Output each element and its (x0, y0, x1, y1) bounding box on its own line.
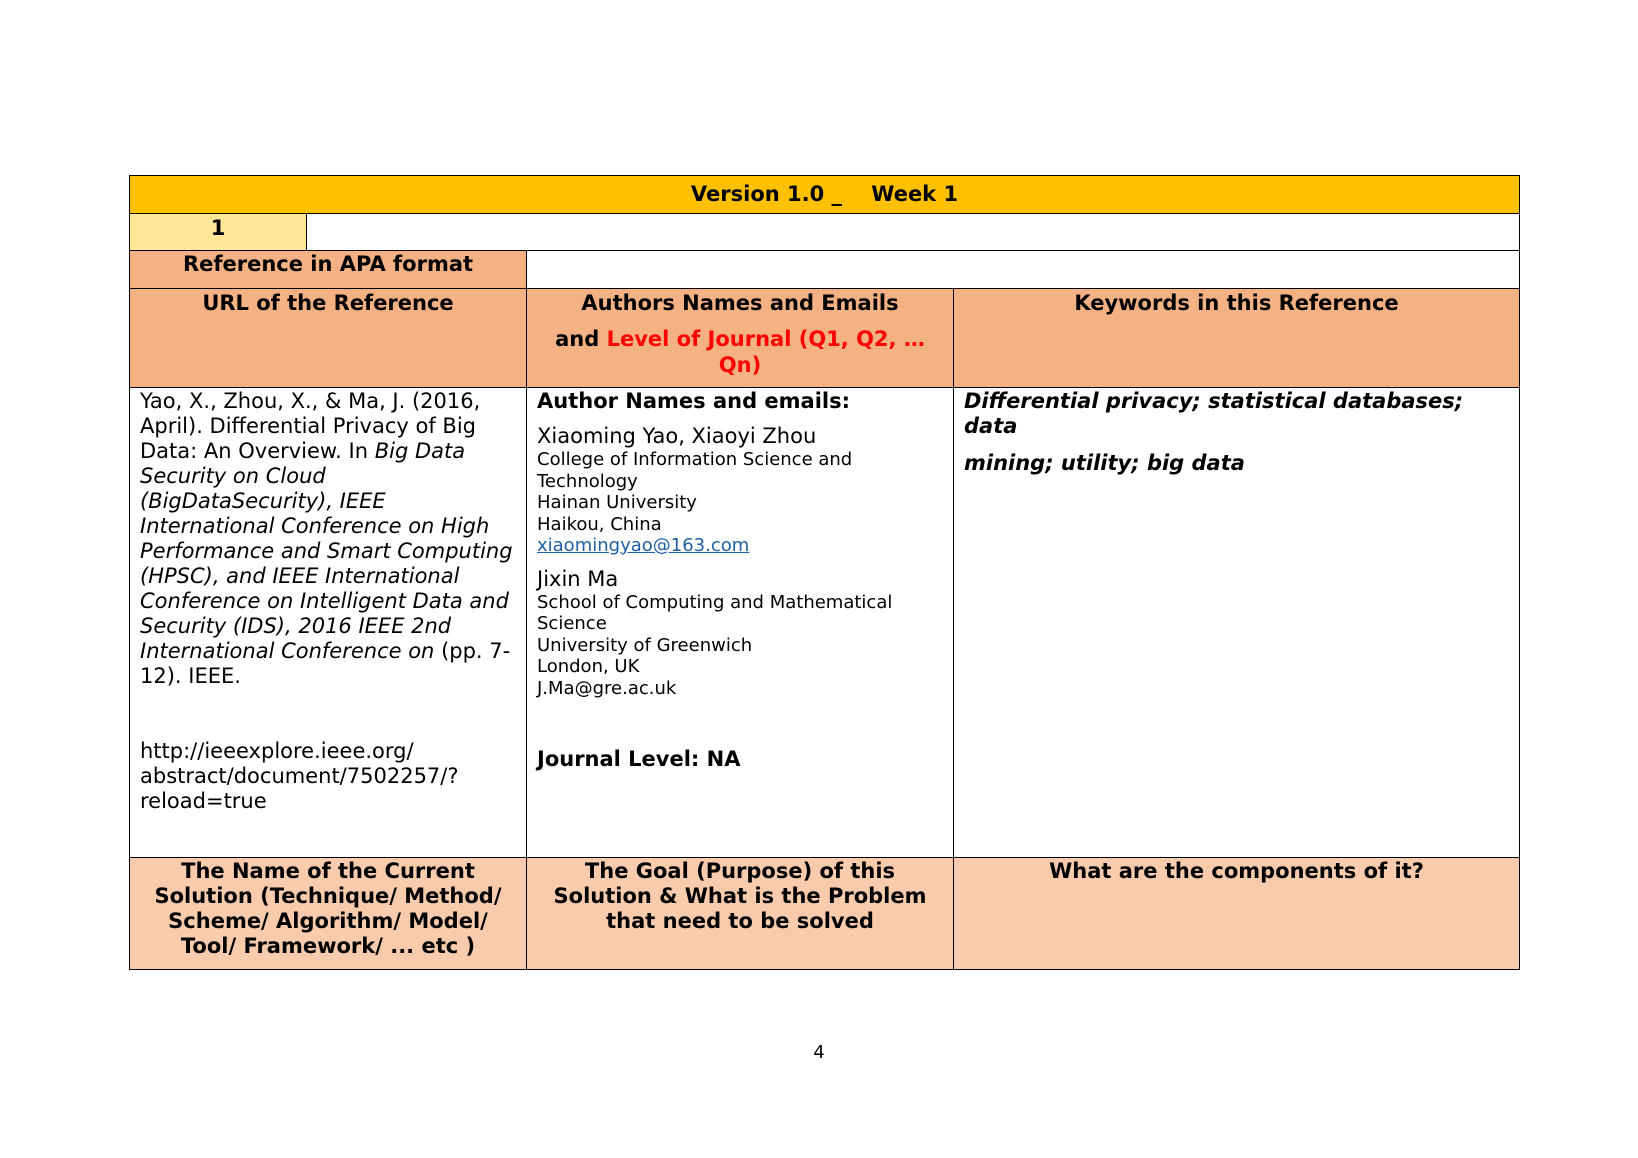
reference-apa-text: Reference in APA format (182, 252, 474, 276)
solution-goal-header (526, 857, 954, 970)
solution-goal-text: The Goal (Purpose) of this Solution & What is the Problem that need to be solved (553, 859, 927, 933)
citation-venue: Big Data Security on Cloud (BigDataSecurity), IEEE International Conference on High Performance and Smart Computing (HPSC), and IEEE International Conference on Intelligent Data and Security (IDS), 2016 IEEE 2nd International Conference on (140, 439, 513, 663)
author-email-2: J.Ma@gre.ac.uk (537, 677, 677, 699)
page-number: 4 (813, 1042, 825, 1063)
reference-url[interactable]: http://ieeexplore.ieee.org/ abstract/document/7502257/? reload=true (140, 739, 459, 813)
entry-number-value: 1 (210, 216, 226, 240)
components-text: What are the components of it? (1049, 859, 1424, 883)
url-header (129, 288, 527, 388)
author-email-link-1[interactable]: xiaomingyao@163.com (537, 535, 750, 556)
reference-apa-value-cell (526, 250, 1520, 289)
author-name-2: Jixin Ma (537, 566, 619, 591)
reference-apa-label (129, 250, 527, 289)
authors-content-cell (526, 387, 954, 858)
week-label: Week 1 (871, 182, 959, 206)
author-university-1: Hainan University (537, 492, 697, 513)
reference-citation (140, 389, 516, 689)
author-location-1: Haikou, China (537, 513, 662, 535)
version-label: Version 1.0 _ (690, 182, 843, 206)
reference-content-cell (129, 387, 527, 858)
journal-level: Journal Level: NA (537, 747, 741, 771)
keywords-line-1: Differential privacy; statistical databases; data (964, 389, 1464, 438)
authors-header (526, 288, 954, 388)
author-location-2: London, UK (537, 656, 640, 677)
authors-heading: Author Names and emails: (537, 389, 851, 413)
authors-header-and: and (555, 327, 600, 351)
components-header (953, 857, 1520, 970)
keywords-header-text: Keywords in this Reference (1074, 291, 1399, 315)
author-names-1: Xiaoming Yao, Xiaoyi Zhou (537, 424, 817, 448)
keywords-content-cell (953, 387, 1520, 858)
solution-name-text: The Name of the Current Solution (Technique/ Method/ Scheme/ Algorithm/ Model/ Tool/ Framework/ ... etc ) (154, 859, 502, 958)
entry-number (129, 213, 307, 251)
author-affiliation-2: School of Computing and Mathematical Science (537, 591, 893, 634)
version-header (129, 175, 1520, 214)
url-header-text: URL of the Reference (202, 291, 454, 315)
citation-text: Yao, X., Zhou, X., & Ma, J. (2016, April). Differential Privacy of Big Data: An Overview. In (140, 389, 481, 463)
keywords-line-2: mining; utility; big data (964, 451, 1245, 475)
author-affiliation-1: College of Information Science and Technology (537, 449, 853, 492)
journal-level-header: Level of Journal (Q1, Q2, … Qn) (606, 327, 925, 377)
citation-pages: (pp. 7-12). IEEE. (140, 639, 511, 688)
keywords-header (953, 288, 1520, 388)
entry-blank-cell (306, 213, 1520, 251)
authors-header-line1: Authors Names and Emails (581, 291, 899, 315)
author-university-2: University of Greenwich (537, 634, 753, 656)
solution-name-header (129, 857, 527, 970)
